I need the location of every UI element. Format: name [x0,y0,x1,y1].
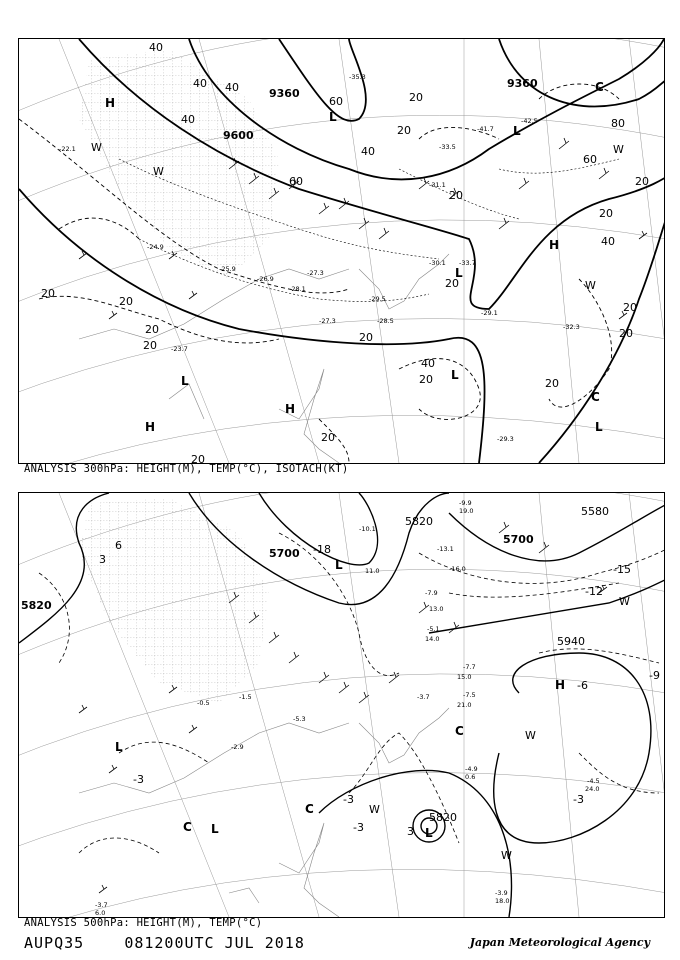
isotach-label: 20 [119,295,133,308]
height-label: 5820 [21,599,52,612]
pressure-system-C: C [455,724,464,738]
temp-value: 15.0 [457,673,472,681]
pressure-system-H: H [105,96,116,110]
temp-value: -4.9 [465,765,478,773]
isotach-label: 40 [421,357,435,370]
temp-value: -24.9 [147,243,164,251]
temp-value: -41.7 [477,125,494,133]
temp-value: 18.0 [495,897,510,905]
temp-value: -9.9 [459,499,472,507]
temp-value: -30.1 [429,259,446,267]
temp-value: -28.5 [377,317,394,325]
temp-value: -13.1 [437,545,454,553]
height-label: 9360 [507,77,538,90]
temp-value: -0.5 [197,699,210,707]
isotach-label: 20 [599,207,613,220]
isotherm-label: 3 [407,825,414,838]
temp-value: 6.0 [95,909,106,917]
isotach-label: 40 [361,145,375,158]
isotherm-label: -18 [313,543,331,556]
temp-value: -22.1 [59,145,76,153]
temp-value: -27.3 [319,317,336,325]
pressure-system-C: C [595,80,604,94]
temp-value: 11.0 [365,567,380,575]
temp-value: -33.5 [439,143,456,151]
temp-value: -3.9 [495,889,508,897]
map-300hpa [18,38,665,464]
pressure-system-L: L [451,368,459,382]
temp-value: 24.0 [585,785,600,793]
chart-datetime: 081200UTC JUL 2018 [124,934,305,952]
map-500hpa [18,492,665,918]
temp-value: -5.3 [293,715,306,723]
pressure-system-C: C [305,802,314,816]
isotach-label: 20 [449,189,463,202]
temp-value: 14.0 [425,635,440,643]
height-label: 5820 [429,811,457,824]
isotach-label: 40 [601,235,615,248]
height-label: 9600 [223,129,254,142]
isotherm-label: -12 [585,585,603,598]
isotach-label: 60 [329,95,343,108]
wind-marker: W [369,803,380,816]
isotach-label: 20 [145,323,159,336]
wind-marker: W [585,279,596,292]
height-label: 5940 [557,635,585,648]
height-label: 5700 [269,547,300,560]
height-label: 5700 [503,533,534,546]
wind-marker: W [613,143,624,156]
temp-value: -29.3 [497,435,514,443]
pressure-system-L: L [329,110,337,124]
isotach-label: 80 [611,117,625,130]
isotherm-label: 3 [99,553,106,566]
isotherm-label: 6 [115,539,122,552]
temp-value: -25.9 [219,265,236,273]
pressure-system-H: H [285,402,296,416]
isotach-label: 20 [143,339,157,352]
isotach-label: 40 [225,81,239,94]
temp-value: -35.3 [349,73,366,81]
isotach-label: 20 [41,287,55,300]
isotach-label: 20 [359,331,373,344]
temp-value: 21.0 [457,701,472,709]
height-label: 5820 [405,515,433,528]
temp-value: -10.1 [359,525,376,533]
temp-value: -7.7 [463,663,476,671]
wind-marker: W [619,595,630,608]
temp-value: -16.0 [449,565,466,573]
temp-value: -2.9 [231,743,244,751]
temp-value: -7.5 [463,691,476,699]
chart-code-footer [24,934,305,952]
isotach-label: 40 [181,113,195,126]
agency-name: Japan Meteorological Agency [469,936,650,949]
map-300hpa-chart [19,39,664,463]
pressure-system-L: L [115,740,123,754]
pressure-system-L: L [455,266,463,280]
isotach-label: 20 [545,377,559,390]
pressure-system-L: L [335,558,343,572]
pressure-system-L: L [513,124,521,138]
hatched-region [79,498,269,703]
wind-marker: W [501,849,512,862]
isotach-label: 20 [445,277,459,290]
caption-300hpa: ANALYSIS 300hPa: HEIGHT(M), TEMP(°C), ISOTACH(KT) [24,463,349,475]
isotherm-label: -6 [577,679,588,692]
pressure-system-L: L [211,822,219,836]
isotach-label: 20 [191,453,205,463]
temp-value: -3.7 [417,693,430,701]
temp-value: -27.3 [307,269,324,277]
pressure-system-C: C [591,390,600,404]
isotherm-label: -3 [573,793,584,806]
isotherm-label: -3 [343,793,354,806]
isotach-label: 40 [149,41,163,54]
temp-value: -5.1 [427,625,440,633]
isotach-label: 20 [419,373,433,386]
temp-value: -33.7 [459,259,476,267]
pressure-system-L: L [181,374,189,388]
pressure-system-L: L [425,826,433,840]
temp-value: -26.9 [257,275,274,283]
isotherm-label: -3 [353,821,364,834]
temp-value: 0.6 [465,773,476,781]
isotach-label: 20 [623,301,637,314]
temp-value: -42.5 [521,117,538,125]
temp-value: -23.7 [171,345,188,353]
temp-value: -3.7 [95,901,108,909]
pressure-system-C: C [183,820,192,834]
pressure-system-H: H [549,238,560,252]
height-label: 9360 [269,87,300,100]
temp-value: -31.1 [429,181,446,189]
isotherm-label: -15 [613,563,631,576]
isotach-label: 20 [635,175,649,188]
isotach-label: 60 [583,153,597,166]
isotherm-label: -9 [649,669,660,682]
temp-value: -1.5 [239,693,252,701]
temp-value: -29.1 [481,309,498,317]
isotach-label: 20 [409,91,423,104]
wind-marker: W [153,165,164,178]
isotach-label: 20 [321,431,335,444]
wind-marker: W [91,141,102,154]
temp-value: 13.0 [429,605,444,613]
pressure-system-H: H [555,678,566,692]
temp-value: -32.3 [563,323,580,331]
isotherm-label: -3 [133,773,144,786]
isotach-label: 60 [289,175,303,188]
temp-value: -4.5 [587,777,600,785]
caption-500hpa: ANALYSIS 500hPa: HEIGHT(M), TEMP(°C) [24,917,263,929]
coastline [79,708,449,917]
temp-value: 19.0 [459,507,474,515]
pressure-system-L: L [595,420,603,434]
temp-value: -29.5 [369,295,386,303]
temp-value: -7.9 [425,589,438,597]
isotach-label: 20 [619,327,633,340]
height-label: 5580 [581,505,609,518]
pressure-system-H: H [145,420,156,434]
wind-marker: W [525,729,536,742]
isotach-label: 20 [397,124,411,137]
chart-code: AUPQ35 [24,934,85,952]
isotach-label: 40 [193,77,207,90]
map-500hpa-chart [19,493,664,917]
temp-value: -28.1 [289,285,306,293]
